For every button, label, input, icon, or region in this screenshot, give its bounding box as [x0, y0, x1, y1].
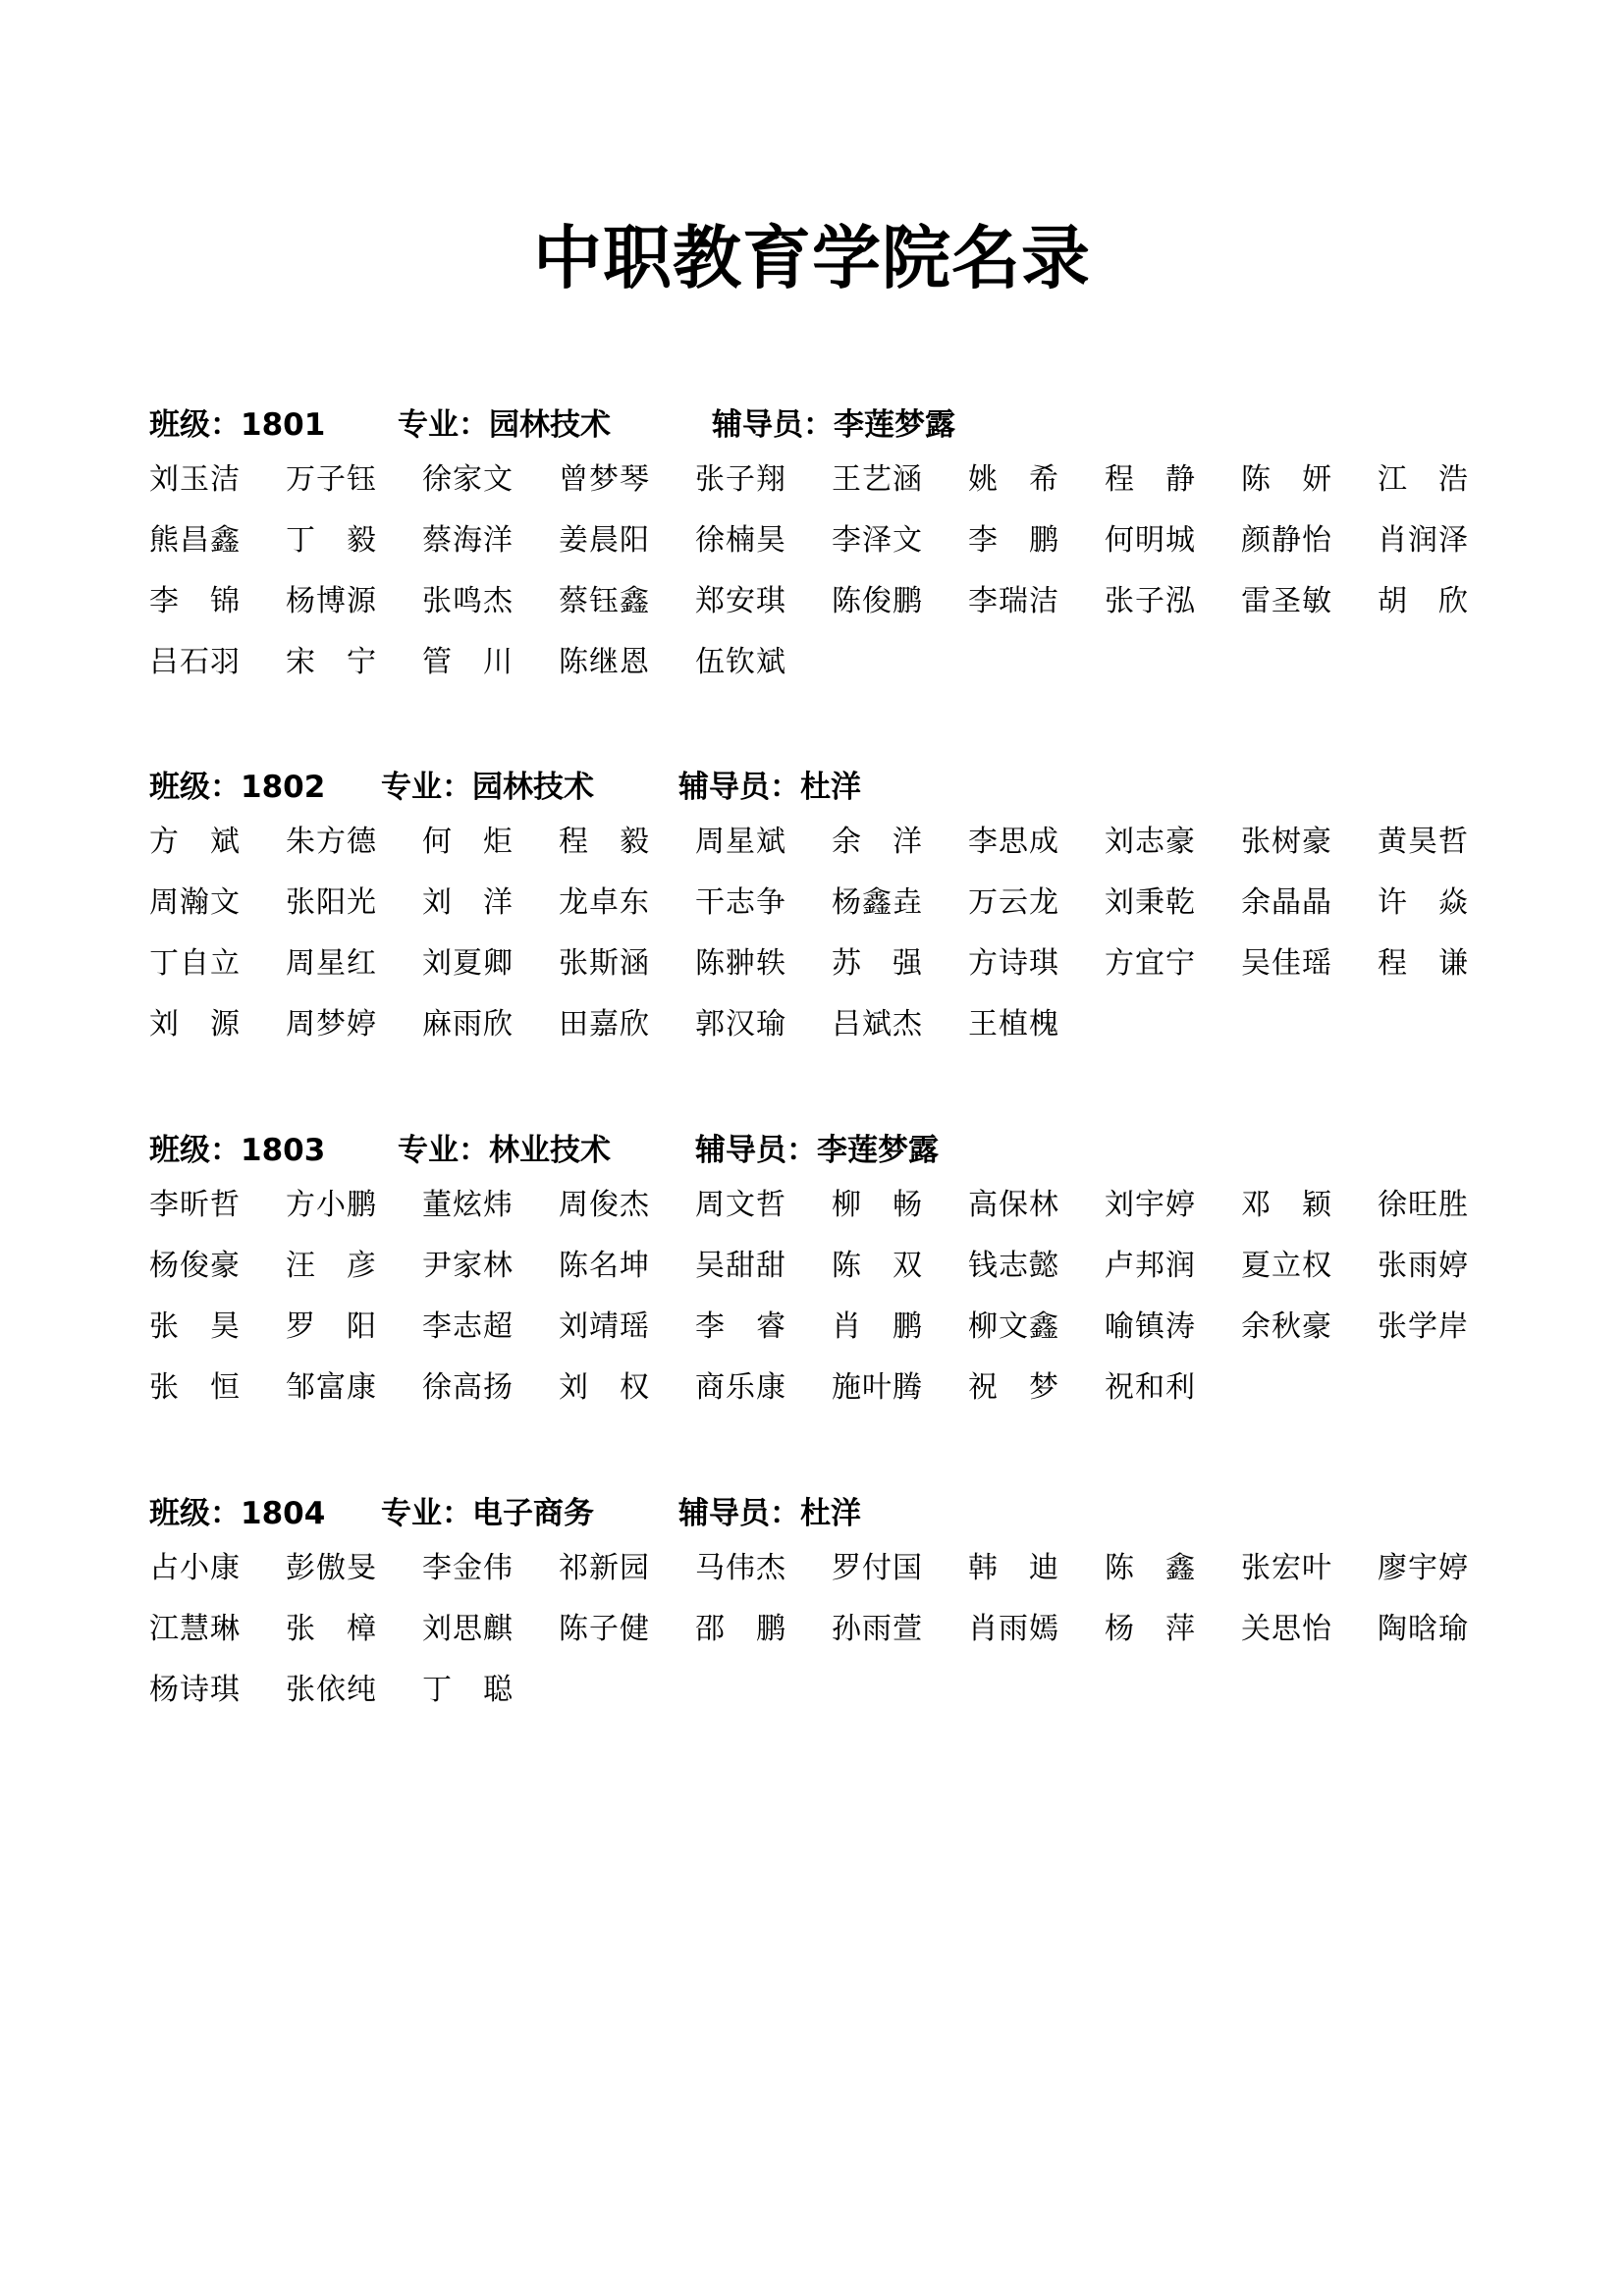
student-name: 杨博源 [286, 584, 377, 618]
student-name: 徐家文 [422, 462, 514, 497]
student-name: 麻雨欣 [422, 1007, 514, 1041]
student-name: 祝和利 [1105, 1370, 1196, 1405]
student-name: 杨诗琪 [149, 1673, 241, 1707]
student-name: 刘宇婷 [1105, 1188, 1196, 1222]
student-name: 张雨婷 [1378, 1249, 1469, 1283]
student-name: 李金伟 [422, 1551, 514, 1585]
student-name: 李瑞洁 [968, 584, 1059, 618]
student-name: 祁新园 [559, 1551, 650, 1585]
student-name: 夏立权 [1241, 1249, 1332, 1283]
student-name: 罗付国 [832, 1551, 923, 1585]
student-name: 周星斌 [695, 825, 786, 859]
student-name: 姜晨阳 [559, 523, 650, 558]
student-name: 卢邦润 [1105, 1249, 1196, 1283]
student-roster [149, 1186, 1524, 1429]
student-name: 刘 源 [149, 1007, 241, 1041]
student-name: 宋 宁 [286, 645, 377, 679]
student-name: 陈 双 [832, 1249, 923, 1283]
student-name: 肖 鹏 [832, 1309, 923, 1344]
class-section-1803 [149, 1127, 1524, 1429]
student-name: 祝 梦 [968, 1370, 1059, 1405]
student-name: 徐高扬 [422, 1370, 514, 1405]
student-name: 万子钰 [286, 462, 377, 497]
student-name: 刘 权 [559, 1370, 650, 1405]
student-name: 刘靖瑶 [559, 1309, 650, 1344]
student-name: 程 毅 [559, 825, 650, 859]
student-name: 张斯涵 [559, 946, 650, 981]
student-name: 周文哲 [695, 1188, 786, 1222]
student-name: 周星红 [286, 946, 377, 981]
student-name: 王艺涵 [832, 462, 923, 497]
class-number-label: 班级：1803 [149, 1133, 326, 1168]
student-name: 龙卓东 [559, 885, 650, 920]
major-label: 专业：园林技术 [398, 407, 611, 443]
student-name: 罗 阳 [286, 1309, 377, 1344]
class-section-1801 [149, 401, 1524, 704]
student-name: 黄昊哲 [1378, 825, 1469, 859]
student-name: 刘志豪 [1105, 825, 1196, 859]
student-name: 张 樟 [286, 1612, 377, 1646]
student-name: 刘秉乾 [1105, 885, 1196, 920]
student-name: 张学岸 [1378, 1309, 1469, 1344]
student-name: 李思成 [968, 825, 1059, 859]
student-name: 蔡海洋 [422, 523, 514, 558]
student-name: 李 锦 [149, 584, 241, 618]
student-roster [149, 823, 1524, 1066]
class-number-label: 班级：1801 [149, 407, 326, 443]
student-name: 田嘉欣 [559, 1007, 650, 1041]
student-name: 邵 鹏 [695, 1612, 786, 1646]
student-name: 万云龙 [968, 885, 1059, 920]
student-name: 余 洋 [832, 825, 923, 859]
student-name: 程 谦 [1378, 946, 1469, 981]
class-number-label: 班级：1804 [149, 1496, 326, 1531]
student-name: 徐旺胜 [1378, 1188, 1469, 1222]
class-section-1802 [149, 764, 1524, 1066]
student-name: 关思怡 [1241, 1612, 1332, 1646]
class-number-label: 班级：1802 [149, 770, 326, 805]
student-name: 吴佳瑶 [1241, 946, 1332, 981]
student-name: 廖宇婷 [1378, 1551, 1469, 1585]
student-name: 许 焱 [1378, 885, 1469, 920]
student-name: 高保林 [968, 1188, 1059, 1222]
student-name: 干志争 [695, 885, 786, 920]
student-name: 李 睿 [695, 1309, 786, 1344]
student-name: 周梦婷 [286, 1007, 377, 1041]
student-name: 苏 强 [832, 946, 923, 981]
student-name: 程 静 [1105, 462, 1196, 497]
student-name: 吕石羽 [149, 645, 241, 679]
student-name: 钱志懿 [968, 1249, 1059, 1283]
major-label: 专业：林业技术 [398, 1133, 611, 1168]
class-header [149, 1490, 1524, 1537]
student-name: 丁 毅 [286, 523, 377, 558]
student-name: 曾梦琴 [559, 462, 650, 497]
student-name: 陈子健 [559, 1612, 650, 1646]
student-name: 杨鑫垚 [832, 885, 923, 920]
student-name: 占小康 [149, 1551, 241, 1585]
student-name: 张 昊 [149, 1309, 241, 1344]
student-name: 余秋豪 [1241, 1309, 1332, 1344]
student-name: 刘 洋 [422, 885, 514, 920]
student-name: 刘玉洁 [149, 462, 241, 497]
student-name: 徐楠昊 [695, 523, 786, 558]
student-name: 方诗琪 [968, 946, 1059, 981]
student-roster [149, 460, 1524, 704]
student-name: 柳文鑫 [968, 1309, 1059, 1344]
student-name: 刘思麒 [422, 1612, 514, 1646]
student-name: 何 炬 [422, 825, 514, 859]
student-name: 张子翔 [695, 462, 786, 497]
student-name: 雷圣敏 [1241, 584, 1332, 618]
student-name: 张鸣杰 [422, 584, 514, 618]
student-name: 刘夏卿 [422, 946, 514, 981]
student-name: 陈俊鹏 [832, 584, 923, 618]
student-name: 管 川 [422, 645, 514, 679]
student-name: 熊昌鑫 [149, 523, 241, 558]
student-name: 颜静怡 [1241, 523, 1332, 558]
counselor-label: 辅导员：杜洋 [678, 770, 861, 805]
student-name: 彭傲旻 [286, 1551, 377, 1585]
student-name: 李 鹏 [968, 523, 1059, 558]
student-name: 胡 欣 [1378, 584, 1469, 618]
student-name: 尹家林 [422, 1249, 514, 1283]
student-name: 韩 迪 [968, 1551, 1059, 1585]
student-name: 喻镇涛 [1105, 1309, 1196, 1344]
student-name: 郑安琪 [695, 584, 786, 618]
student-name: 陶晗瑜 [1378, 1612, 1469, 1646]
student-name: 张阳光 [286, 885, 377, 920]
student-name: 邓 颖 [1241, 1188, 1332, 1222]
student-name: 商乐康 [695, 1370, 786, 1405]
student-name: 伍钦斌 [695, 645, 786, 679]
student-name: 陈 鑫 [1105, 1551, 1196, 1585]
student-name: 孙雨萱 [832, 1612, 923, 1646]
student-name: 江 浩 [1378, 462, 1469, 497]
student-name: 杨俊豪 [149, 1249, 241, 1283]
student-name: 方小鹏 [286, 1188, 377, 1222]
student-name: 董炫炜 [422, 1188, 514, 1222]
counselor-label: 辅导员：李莲梦露 [712, 407, 955, 443]
student-name: 陈名坤 [559, 1249, 650, 1283]
major-label: 专业：园林技术 [381, 770, 594, 805]
student-name: 马伟杰 [695, 1551, 786, 1585]
student-name: 张子泓 [1105, 584, 1196, 618]
class-header [149, 764, 1524, 811]
class-header [149, 1127, 1524, 1174]
student-name: 丁 聪 [422, 1673, 514, 1707]
student-name: 陈翀轶 [695, 946, 786, 981]
student-name: 何明城 [1105, 523, 1196, 558]
student-name: 张树豪 [1241, 825, 1332, 859]
student-name: 汪 彦 [286, 1249, 377, 1283]
student-name: 周瀚文 [149, 885, 241, 920]
student-name: 张 恒 [149, 1370, 241, 1405]
counselor-label: 辅导员：杜洋 [678, 1496, 861, 1531]
student-name: 张宏叶 [1241, 1551, 1332, 1585]
student-name: 肖润泽 [1378, 523, 1469, 558]
student-name: 柳 畅 [832, 1188, 923, 1222]
student-name: 王植槐 [968, 1007, 1059, 1041]
student-name: 方宜宁 [1105, 946, 1196, 981]
student-roster [149, 1549, 1524, 1732]
student-name: 蔡钰鑫 [559, 584, 650, 618]
student-name: 李昕哲 [149, 1188, 241, 1222]
student-name: 丁自立 [149, 946, 241, 981]
page-title: 中职教育学院名录 [533, 218, 1091, 298]
student-name: 周俊杰 [559, 1188, 650, 1222]
student-name: 张依纯 [286, 1673, 377, 1707]
student-name: 姚 希 [968, 462, 1059, 497]
student-name: 陈继恩 [559, 645, 650, 679]
student-name: 余晶晶 [1241, 885, 1332, 920]
major-label: 专业：电子商务 [381, 1496, 594, 1531]
student-name: 郭汉瑜 [695, 1007, 786, 1041]
counselor-label: 辅导员：李莲梦露 [695, 1133, 939, 1168]
student-name: 江慧琳 [149, 1612, 241, 1646]
student-name: 李志超 [422, 1309, 514, 1344]
student-name: 吕斌杰 [832, 1007, 923, 1041]
student-name: 方 斌 [149, 825, 241, 859]
student-name: 施叶腾 [832, 1370, 923, 1405]
student-name: 杨 萍 [1105, 1612, 1196, 1646]
student-name: 朱方德 [286, 825, 377, 859]
student-name: 吴甜甜 [695, 1249, 786, 1283]
student-name: 肖雨嫣 [968, 1612, 1059, 1646]
student-name: 陈 妍 [1241, 462, 1332, 497]
student-name: 邹富康 [286, 1370, 377, 1405]
class-header [149, 401, 1524, 449]
student-name: 李泽文 [832, 523, 923, 558]
class-section-1804 [149, 1490, 1524, 1732]
